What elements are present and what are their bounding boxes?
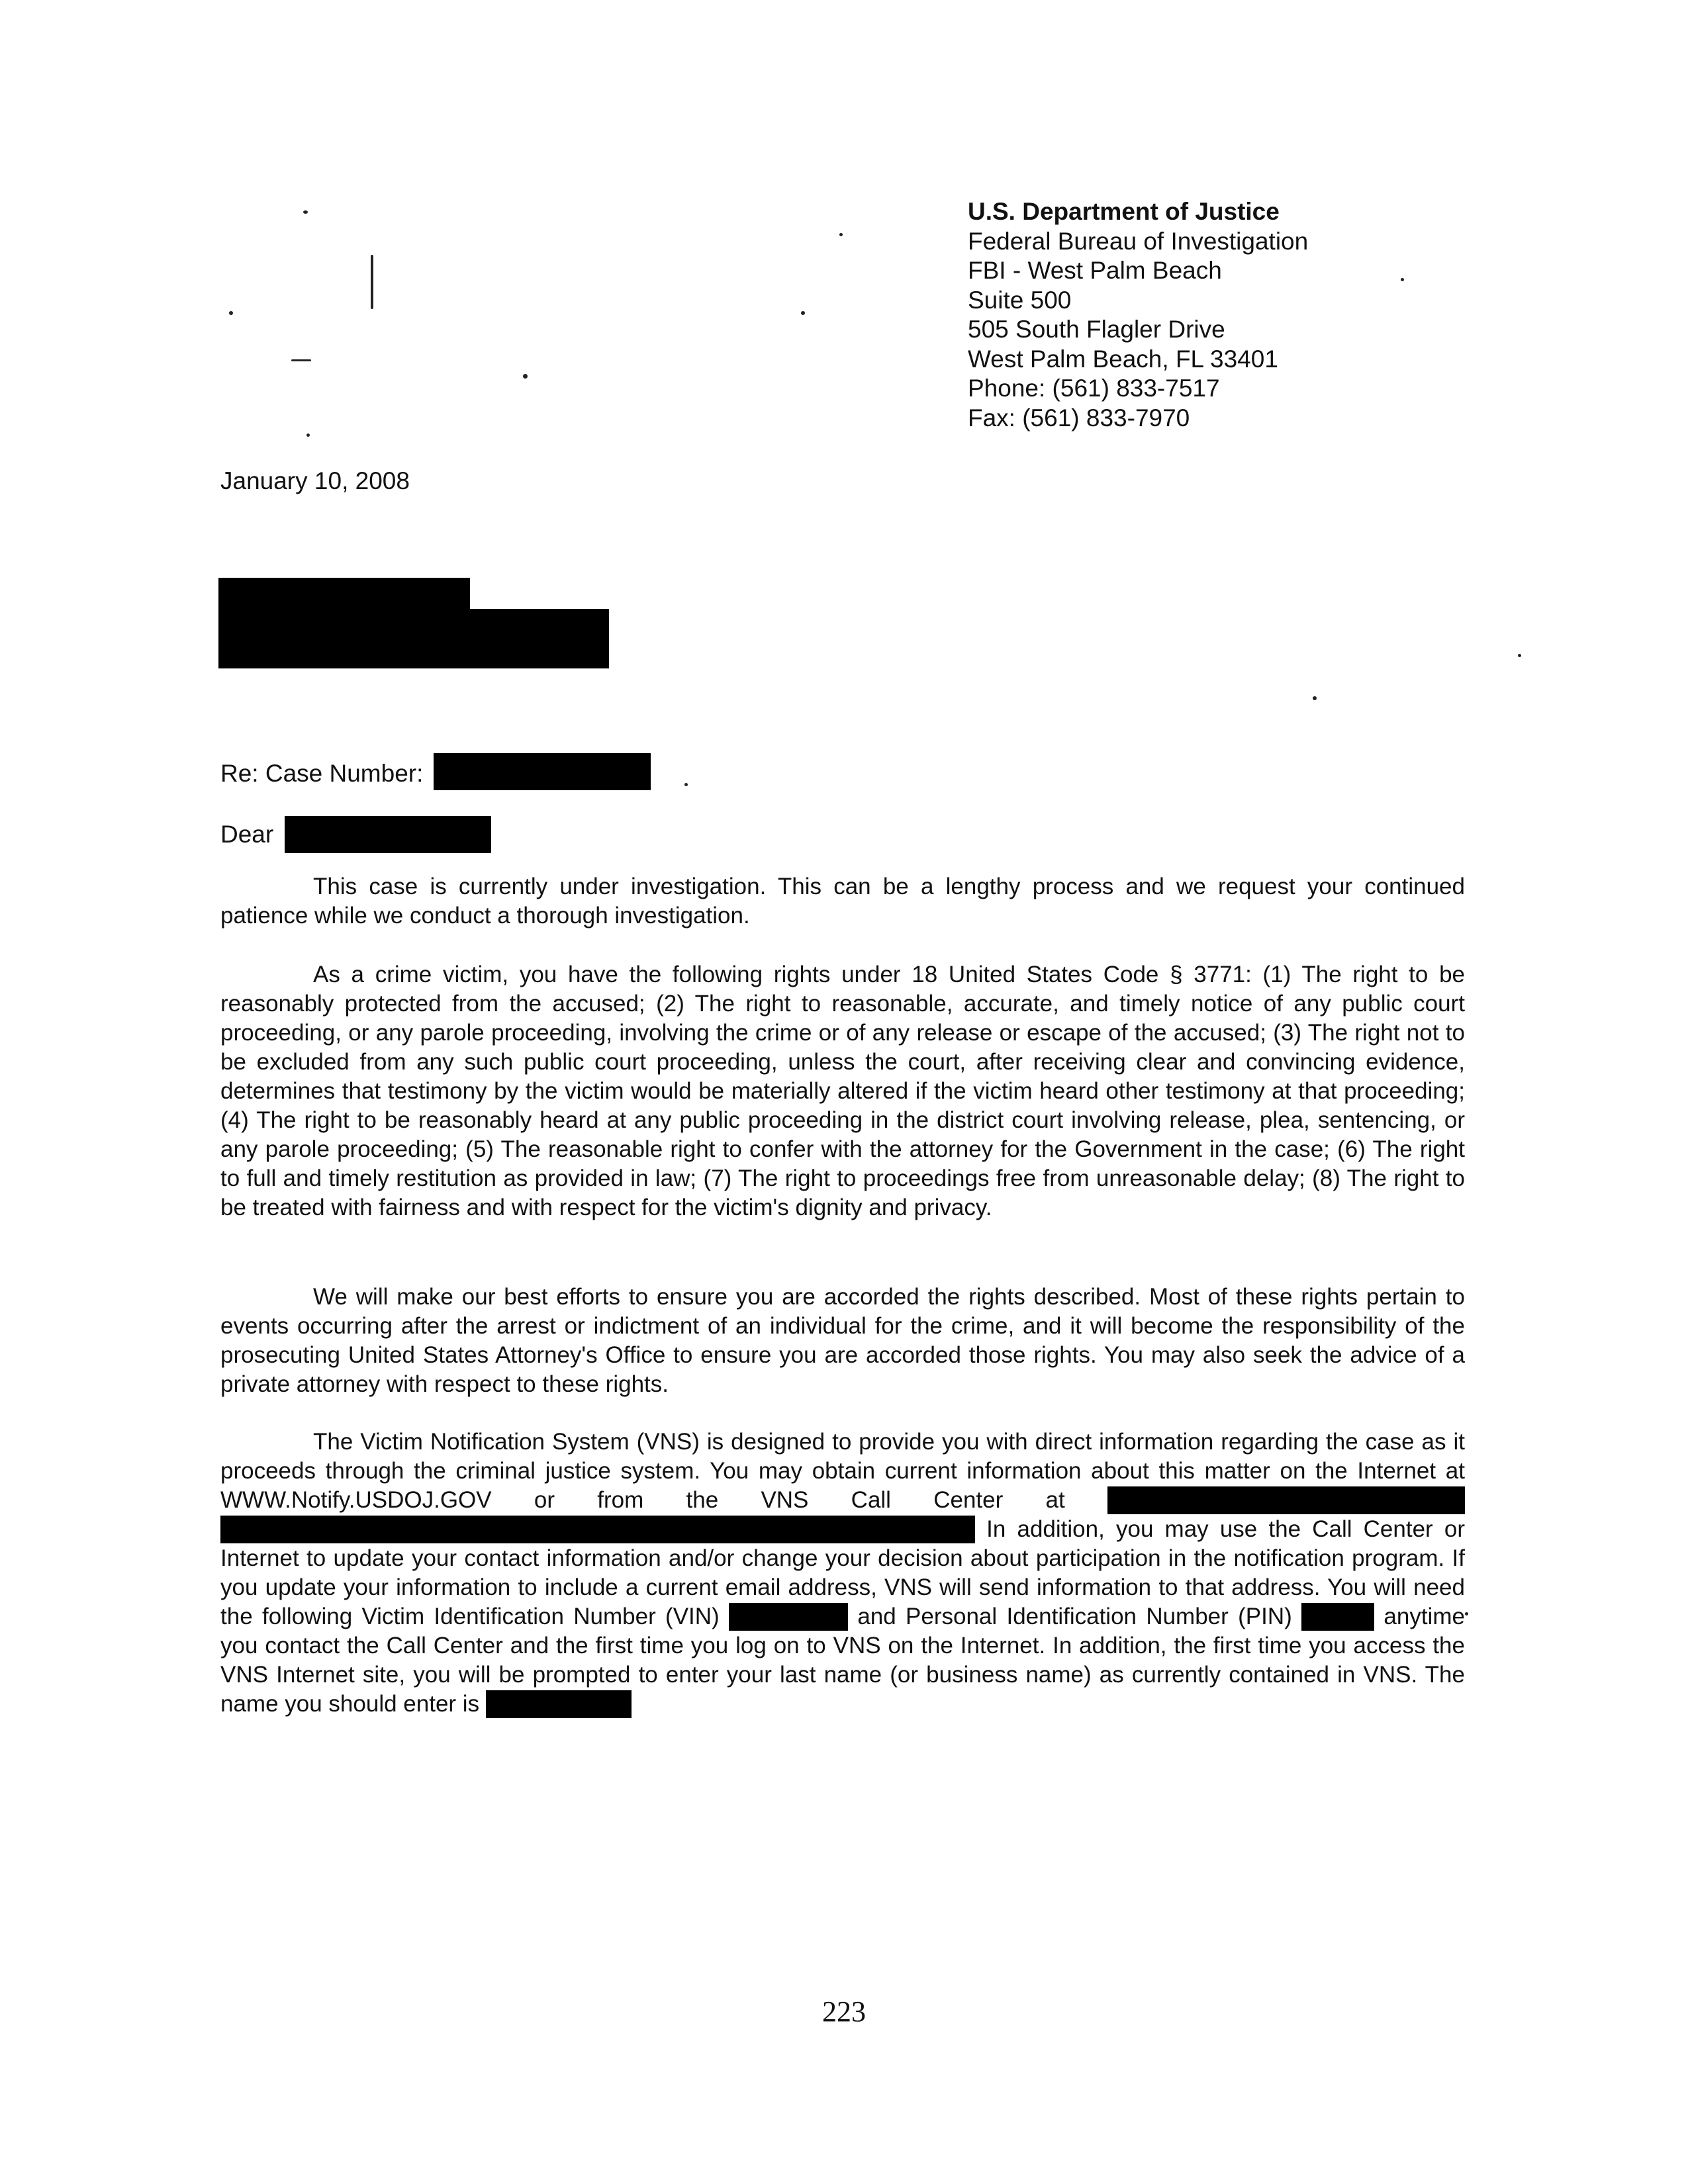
paragraph-victim-rights-text: As a crime victim, you have the following rights under 18 United States Code § 3771: (1) The right to be reasonably protected from the accused; (2) The right to reasonable, accurate, and timely notice of any public court proceeding, or any parole proceeding, involving the crime or of any release or escape of the accused; (3) The right not to be excluded from any such public court proceeding, unless the court, after receiving clear and convincing evidence, determines that testimony by the victim would be materially altered if the victim heard other testimony at that proceeding; (4) The right to be reasonably heard at any public proceeding in the district court involving release, plea, sentencing, or any parole proceeding; (5) The reasonable right to confer with the attorney for the Government in the case; (6) The right to full and timely restitution as provided in law; (7) The right to proceedings free from unreasonable delay; (8) The right to be treated with fairness and with respect for the victim's dignity and privacy. [220, 962, 1465, 1220]
scan-speck [291, 359, 311, 361]
paragraph-vns-text-2: In addition, you may use the Call Center or Internet to update your contact information and/or change your decision about participation in the notification program. If you update your information to include a current email address, VNS will send information to that address. You will need the following Victim Identification Number (VIN) [220, 1516, 1465, 1629]
redaction-call-center-number [1107, 1486, 1465, 1514]
paragraph-vns [220, 1428, 1465, 1719]
redaction-call-center-details [220, 1516, 975, 1543]
scan-speck [303, 210, 308, 214]
redaction-last-name [486, 1690, 632, 1718]
scan-speck [801, 311, 805, 315]
scan-speck [1518, 654, 1521, 657]
letterhead-bureau: Federal Bureau of Investigation [968, 227, 1309, 255]
paragraph-investigation-text: This case is currently under investigation. This can be a lengthy process and we request your continued patience while we conduct a thorough investigation. [220, 874, 1465, 929]
paragraph-vns-text-4: anytime you contact the Call Center and the first time you log on to VNS on the Internet. In addition, the first time you access the VNS Internet site, you will be prompted to enter your last name (or business name) as currently contained in VNS. The name you should enter is [220, 1604, 1465, 1717]
redaction-vin [729, 1603, 848, 1631]
redaction-recipient-name [218, 578, 470, 611]
scan-speck [839, 233, 843, 236]
redaction-pin [1301, 1603, 1374, 1631]
scan-speck [523, 374, 528, 379]
paragraph-vns-text-3: and Personal Identification Number (PIN) [857, 1604, 1292, 1629]
letterhead-office: FBI - West Palm Beach [968, 257, 1222, 284]
letterhead-suite: Suite 500 [968, 286, 1072, 314]
scan-speck [371, 255, 373, 309]
paragraph-best-efforts [220, 1283, 1465, 1399]
letterhead-fax: Fax: (561) 833-7970 [968, 404, 1190, 432]
scan-speck [229, 311, 233, 315]
scan-speck [1465, 1612, 1468, 1615]
salutation: Dear [220, 821, 274, 848]
letter-date: January 10, 2008 [220, 467, 410, 494]
redaction-case-number [434, 753, 651, 790]
letterhead-department: U.S. Department of Justice [968, 198, 1280, 225]
letterhead-phone: Phone: (561) 833-7517 [968, 375, 1220, 402]
case-number-line [220, 760, 423, 788]
page-number: 223 [822, 1995, 866, 2028]
paragraph-investigation [220, 872, 1465, 931]
redaction-addressee [285, 816, 491, 853]
scan-speck [1313, 696, 1317, 700]
letterhead [968, 197, 1431, 433]
redaction-recipient-address [218, 609, 609, 668]
paragraph-best-efforts-text: We will make our best efforts to ensure you are accorded the rights described. Most of these rights pertain to events occurring after the arrest or indictment of an individual for the crime, and it will become the responsibility of the prosecuting United States Attorney's Office to ensure you are accorded those rights. You may also seek the advice of a private attorney with respect to these rights. [220, 1284, 1465, 1397]
scan-speck [684, 783, 688, 786]
scan-speck [306, 433, 310, 437]
scan-speck [1401, 278, 1404, 281]
paragraph-vns-text-1: The Victim Notification System (VNS) is designed to provide you with direct information regarding the case as it proceeds through the criminal justice system. You may obtain current information about this matter on the Internet at WWW.Notify.USDOJ.GOV or from the VNS Call Center at [220, 1429, 1465, 1513]
paragraph-victim-rights [220, 960, 1465, 1222]
case-number-label: Re: Case Number: [220, 760, 424, 787]
letterhead-city: West Palm Beach, FL 33401 [968, 345, 1278, 373]
letterhead-street: 505 South Flagler Drive [968, 316, 1225, 343]
